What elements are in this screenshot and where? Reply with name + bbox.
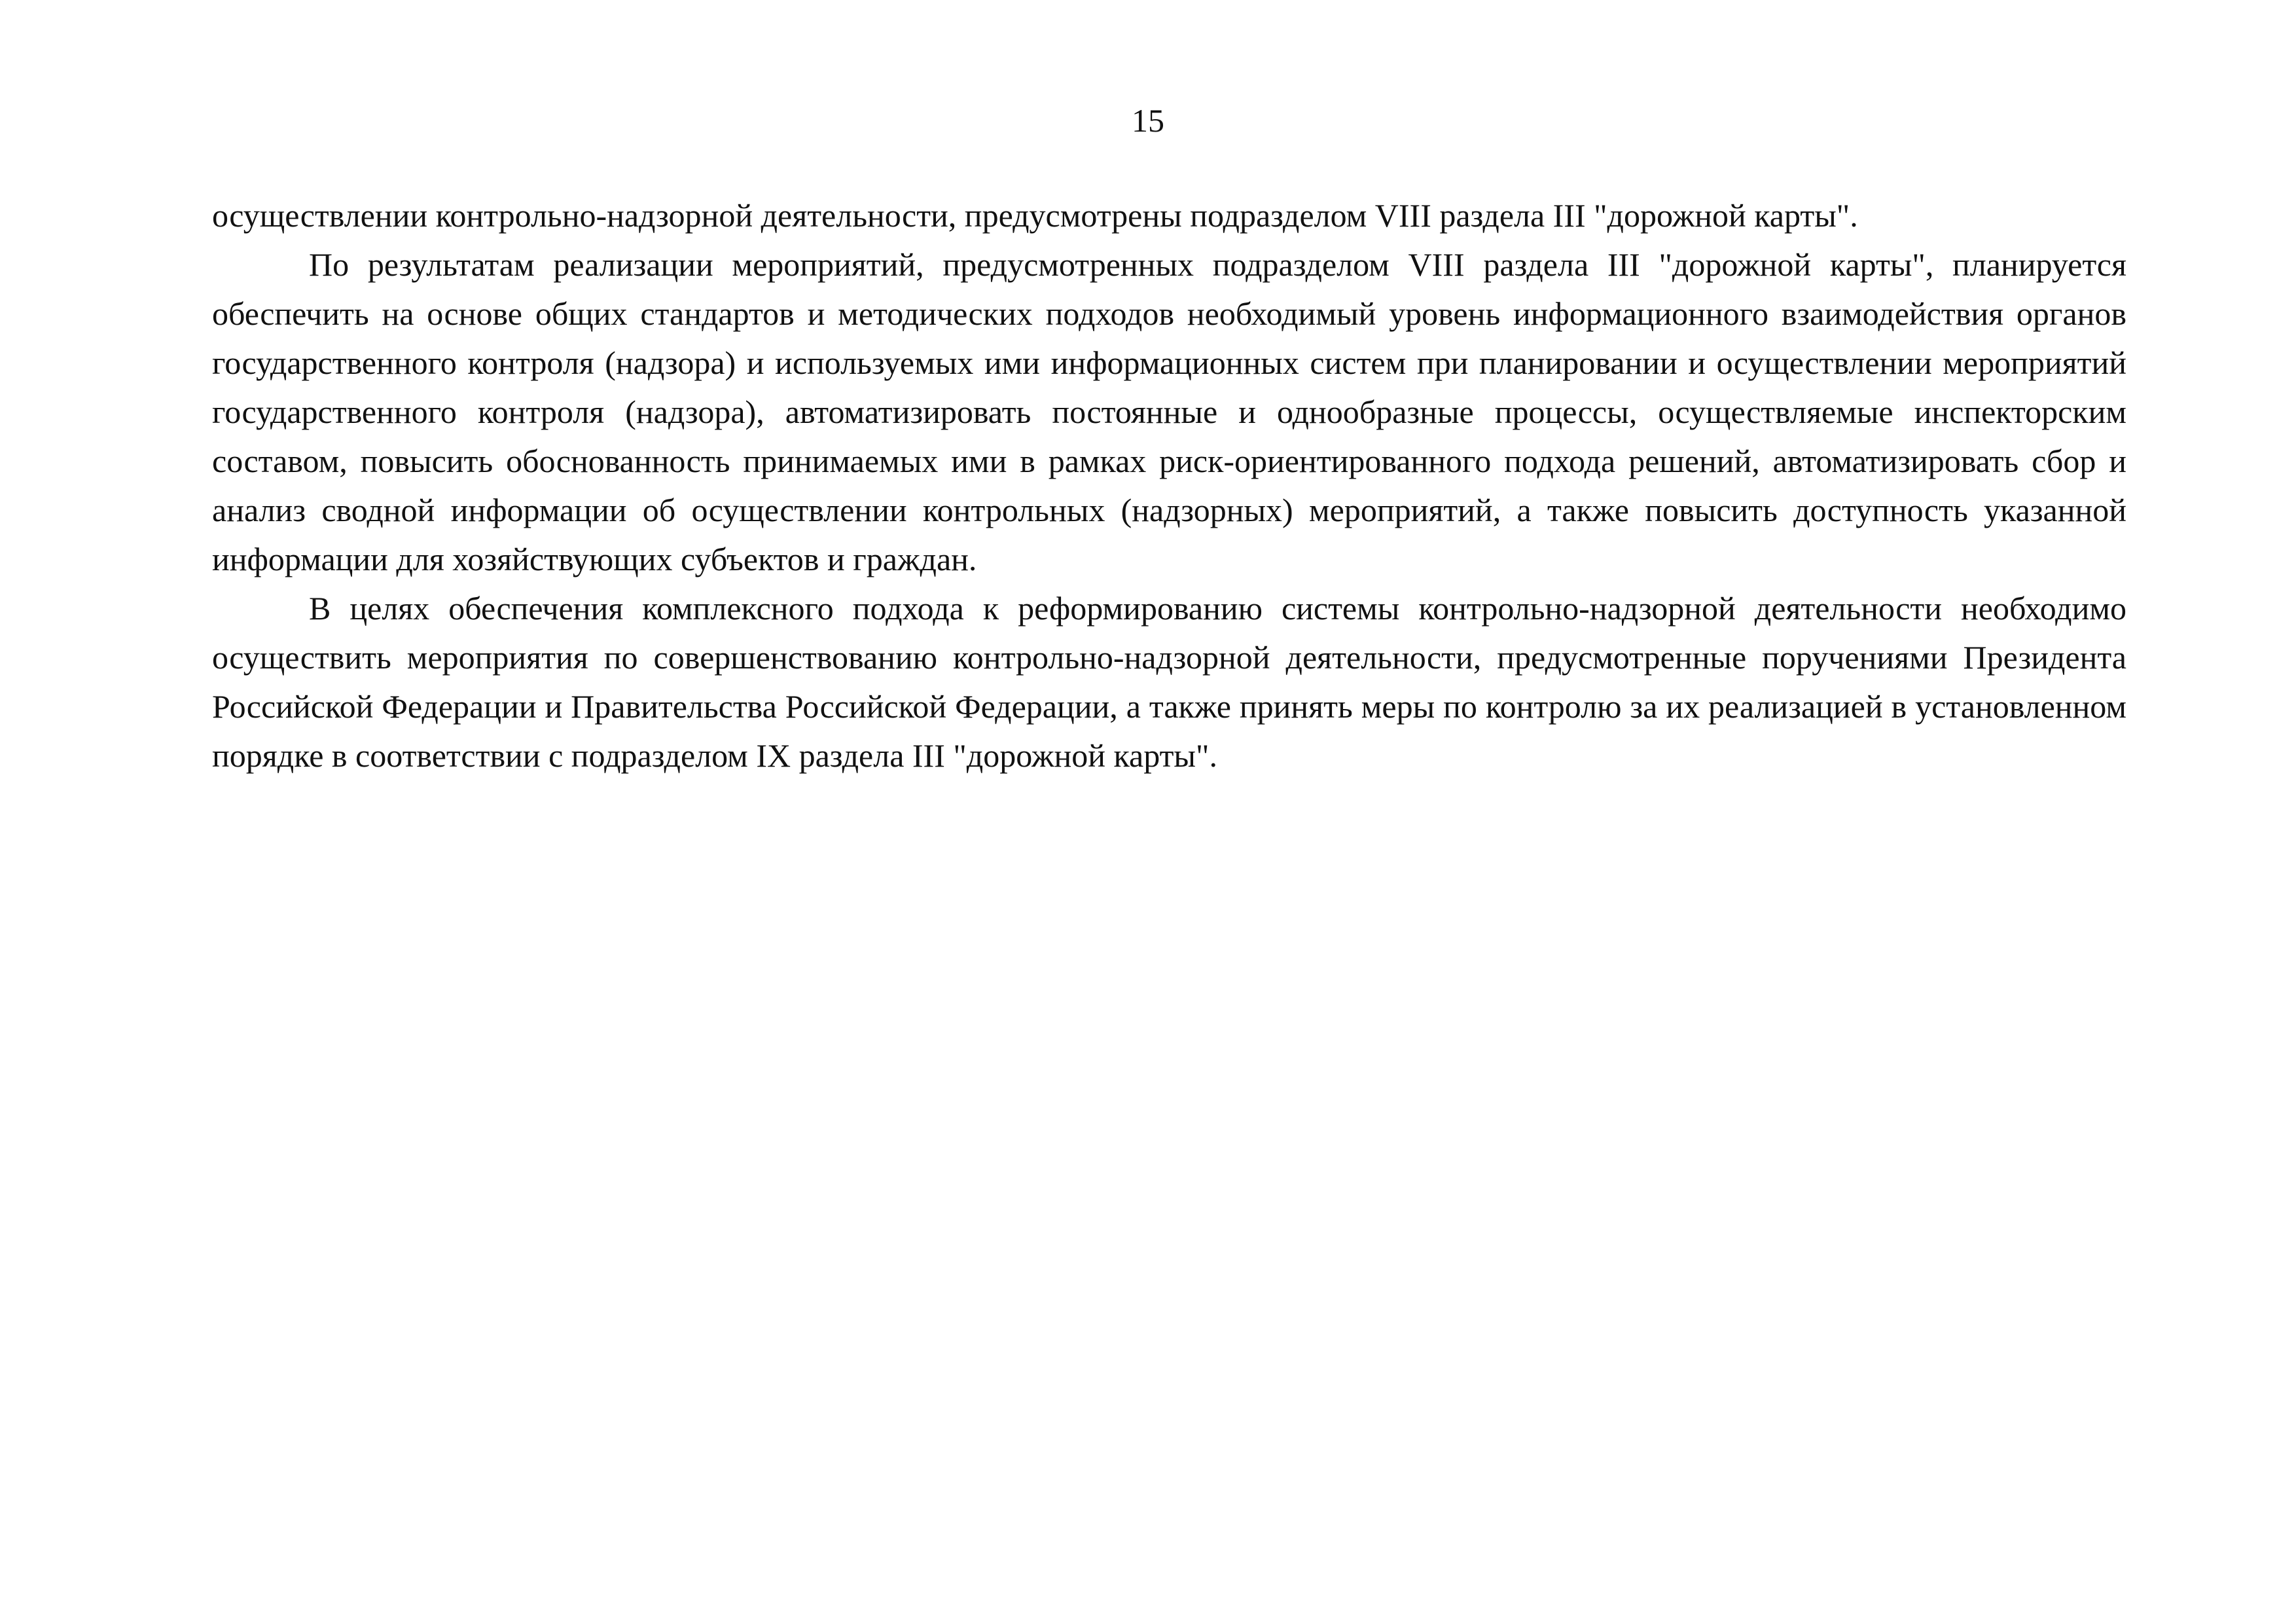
- paragraph-reform-measures: В целях обеспечения комплексного подхода к реформированию системы контрольно-надзорной деятельности необходимо осуществить мероприятия по совершенствованию контрольно-надзорной деятельности, предусмотренные поручениями Президента Российской Федерации и Правительства Российской Федерации, а также принять меры по контролю за их реализацией в установленном порядке в соответствии с подразделом IX раздела III "дорожной карты".: [212, 590, 2126, 774]
- page-number: 15: [1132, 102, 1164, 139]
- paragraph-continuation: осуществлении контрольно-надзорной деятельности, предусмотрены подразделом VIII раздела III "дорожной карты".: [212, 197, 1858, 234]
- document-body: [212, 191, 2126, 780]
- paragraph-results: По результатам реализации мероприятий, предусмотренных подразделом VIII раздела III "дорожной карты", планируется обеспечить на основе общих стандартов и методических подходов необходимый уровень информационного взаимодействия органов государственного контроля (надзора) и используемых ими информационных систем при планировании и осуществлении мероприятий государственного контроля (надзора), автоматизировать постоянные и однообразные процессы, осуществляемые инспекторским составом, повысить обоснованность принимаемых ими в рамках риск-ориентированного подхода решений, автоматизировать сбор и анализ сводной информации об осуществлении контрольных (надзорных) мероприятий, а также повысить доступность указанной информации для хозяйствующих субъектов и граждан.: [212, 246, 2126, 577]
